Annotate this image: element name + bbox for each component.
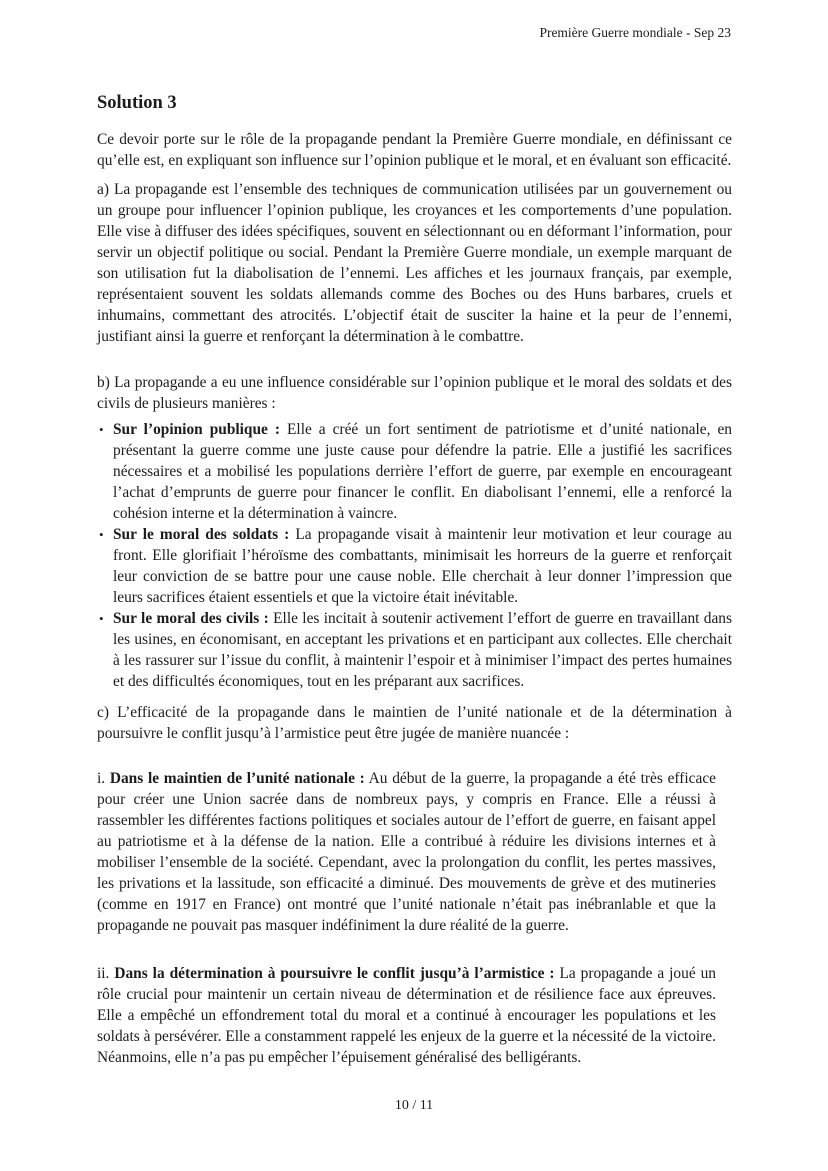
- list-item: [97, 524, 732, 608]
- bullet-text: La propagande visait à maintenir leur motivation et leur courage au front. Elle glorifiait l’héroïsme des combattants, minimisait les horreurs de la guerre et renforçait leur conviction de se battre pour une cause noble. Elle cherchait à leur donner l’impression que leurs sacrifices étaient essentiels et que la victoire était inévitable.: [113, 526, 732, 606]
- list-item: [97, 419, 732, 524]
- section-a-paragraph: a) La propagande est l’ensemble des techniques de communication utilisées par un gouvernement ou un groupe pour influencer l’opinion publique, les croyances et les comportements d’une population. Elle vise à diffuser des idées spécifiques, souvent en sélectionnant ou en déformant l’information, pour servir un objectif politique ou social. Pendant la Première Guerre mondiale, un exemple marquant de son utilisation fut la diabolisation de l’ennemi. Les affiches et les journaux français, par exemple, représentaient souvent les soldats allemands comme des Boches ou des Huns barbares, cruels et inhumains, commettant des atrocités. L’objectif était de susciter la haine et la peur de l’ennemi, justifiant ainsi la guerre et renforçant la détermination à le combattre.: [97, 181, 732, 345]
- roman-item-ii: [97, 963, 716, 1068]
- intro-paragraph: Ce devoir porte sur le rôle de la propagande pendant la Première Guerre mondiale, en définissant ce qu’elle est, en expliquant son influence sur l’opinion publique et le moral, et en évaluant son efficacité.: [97, 131, 732, 169]
- page-title: Solution 3: [97, 93, 177, 113]
- roman-prefix: i.: [97, 770, 110, 787]
- section-b-paragraph: b) La propagande a eu une influence considérable sur l’opinion publique et le moral des soldats et des civils de plusieurs manières :: [97, 374, 732, 412]
- bullet-label: Sur le moral des soldats :: [113, 526, 290, 543]
- bullet-text: Elle a créé un fort sentiment de patriotisme et d’unité nationale, en présentant la guerre comme une juste cause pour défendre la patrie. Elle a justifié les sacrifices nécessaires et a mobilisé les populations derrière l’effort de guerre, par exemple en encourageant l’achat d’emprunts de guerre pour financer le conflit. En diabolisant l’ennemi, elle a renforcé la cohésion interne et la détermination à vaincre.: [113, 421, 732, 522]
- bullet-text: Elle les incitait à soutenir activement l’effort de guerre en travaillant dans les usines, en économisant, en acceptant les privations et en participant aux collectes. Elle cherchait à les rassurer sur l’issue du conflit, à maintenir l’espoir et à minimiser l’impact des pertes humaines et des difficultés économiques, tout en les préparant aux sacrifices.: [113, 610, 732, 690]
- roman-item-i: [97, 768, 716, 936]
- roman-prefix: ii.: [97, 965, 115, 982]
- list-item: [97, 608, 732, 692]
- bullet-list: [97, 419, 732, 692]
- roman-label: Dans la détermination à poursuivre le conflit jusqu’à l’armistice :: [114, 965, 555, 982]
- roman-text: La propagande a joué un rôle crucial pour maintenir un certain niveau de détermination et de résilience face aux épreuves. Elle a empêché un effondrement total du moral et a continué à encourager les populations et les soldats à persévérer. Elle a constamment rappelé les enjeux de la guerre et la nécessité de la victoire. Néanmoins, elle n’a pas pu empêcher l’épuisement généralisé des belligérants.: [97, 965, 717, 1066]
- bullet-label: Sur le moral des civils :: [113, 610, 269, 627]
- roman-text: Au début de la guerre, la propagande a été très efficace pour créer une Union sacrée dans de nombreux pays, y compris en France. Elle a réussi à rassembler les différentes factions politiques et sociales autour de l’effort de guerre, en faisant appel au patriotisme et à la défense de la nation. Elle a contribué à réduire les divisions internes et à mobiliser l’ensemble de la société. Cependant, avec la prolongation du conflit, les pertes massives, les privations et la lassitude, son efficacité a diminué. Des mouvements de grève et des mutineries (comme en 1917 en France) ont montré que l’unité nationale n’était pas inébranlable et que la propagande ne pouvait pas masquer indéfiniment la dure réalité de la guerre.: [97, 770, 716, 934]
- bullet-label: Sur l’opinion publique :: [113, 421, 281, 438]
- roman-label: Dans le maintien de l’unité nationale :: [109, 770, 365, 787]
- section-c-paragraph: c) L’efficacité de la propagande dans le maintien de l’unité nationale et de la détermination à poursuivre le conflit jusqu’à l’armistice peut être jugée de manière nuancée :: [97, 704, 732, 742]
- page-content: [97, 92, 732, 1068]
- page-number: 10 / 11: [394, 1098, 434, 1113]
- running-header: Première Guerre mondiale - Sep 23: [539, 25, 731, 40]
